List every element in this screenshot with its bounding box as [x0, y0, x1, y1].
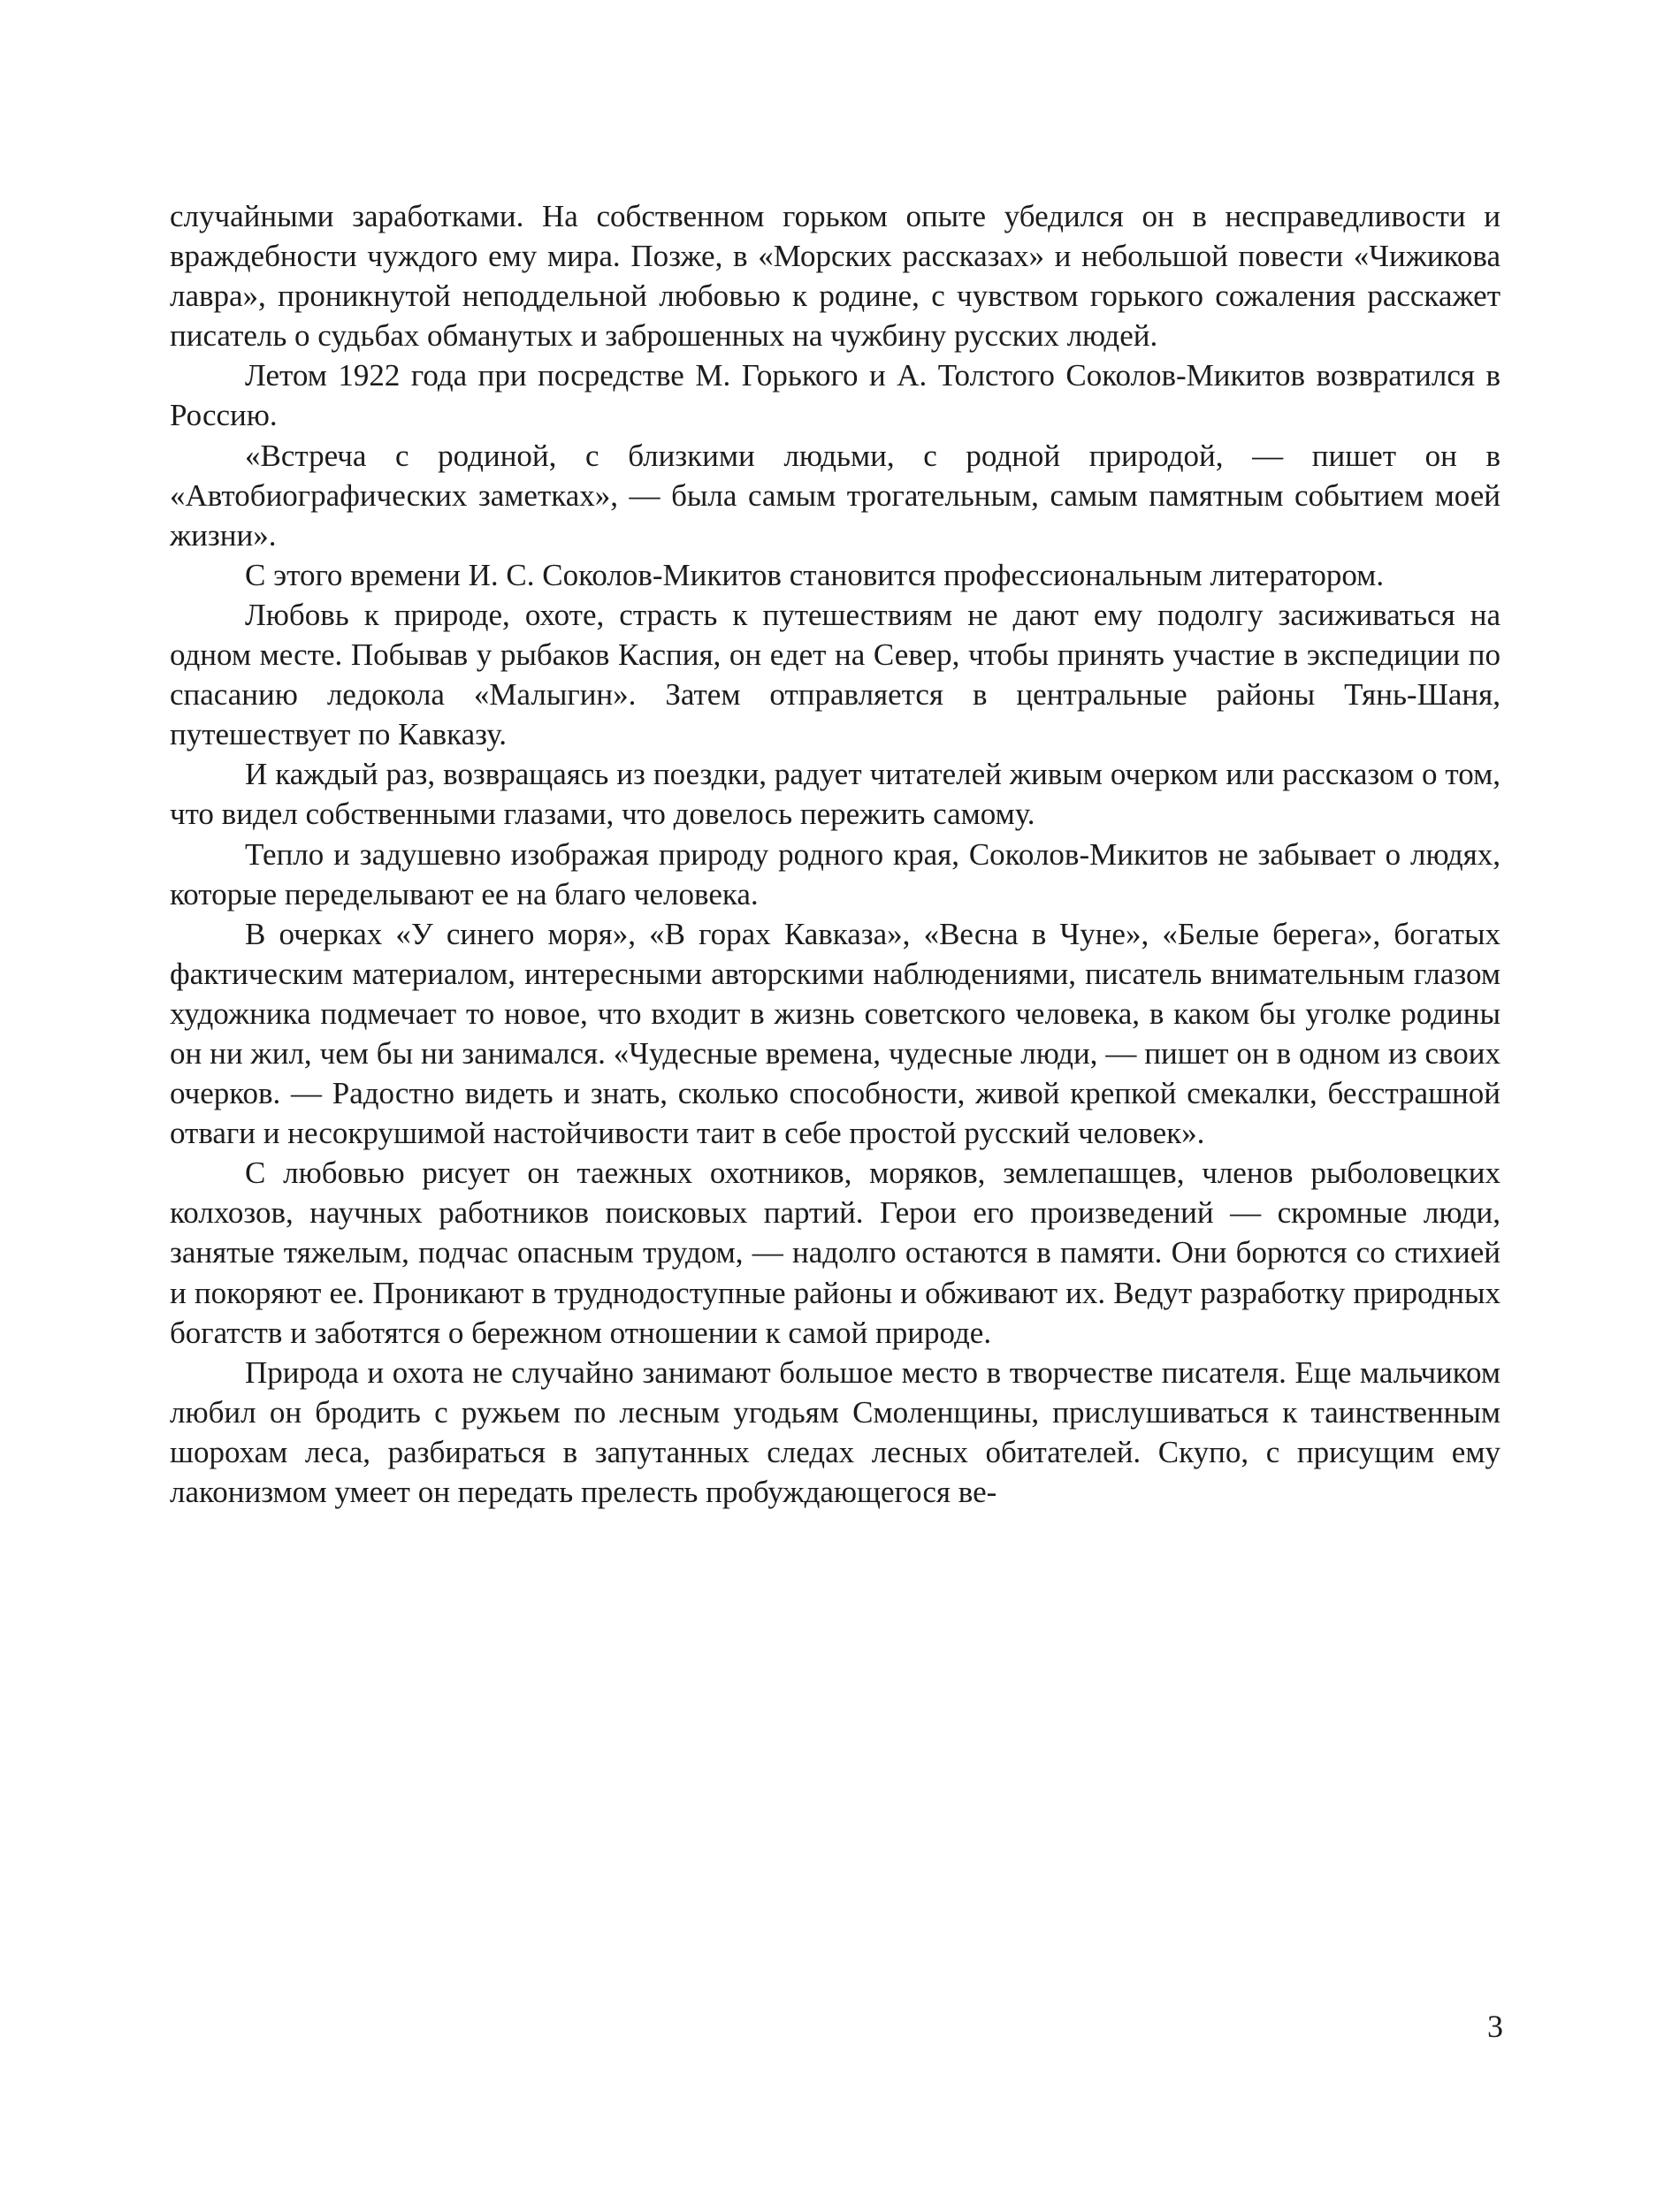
paragraph-continuation: случайными заработками. На собственном горьком опыте убедился он в несправедливости и враждебности чуждого ему мира. Позже, в «Морских рассказах» и небольшой повести «Чижикова лавра», проникнутой неподдельной любовью к родине, с чувством горького сожаления расскажет писатель о судьбах обманутых и заброшенных на чужбину русских людей. [170, 199, 1500, 354]
paragraph-professional-writer: С этого времени И. С. Соколов-Микитов становится профессиональным литератором. [245, 557, 1385, 592]
paragraph-return-to-russia: Летом 1922 года при посредстве М. Горького и А. Толстого Соколов-Микитов возвратился в Россию. [170, 358, 1500, 433]
paragraph-heroes: С любовью рисует он таежных охотников, моряков, землепашцев, членов рыболовецких колхозов, научных работников поисковых партий. Герои его произведений — скромные люди, занятые тяжелым, подчас опасным трудом, — надолго остаются в памяти. Они борются со стихией и покоряют ее. Проникают в труднодоступные районы и обживают их. Ведут разработку природных богатств и заботятся о бережном отношении к самой природе. [170, 1156, 1500, 1350]
paragraph-essay-titles: В очерках «У синего моря», «В горах Кавказа», «Весна в Чуне», «Белые берега», богатых фактическим материалом, интересными авторскими наблюдениями, писатель внимательным глазом художника подмечает то новое, что входит в жизнь советского человека, в каком бы уголке родины он ни жил, чем бы ни занимался. «Чудесные времена, чудесные люди, — пишет он в одном из своих очерков. — Радостно видеть и знать, сколько способности, живой крепкой смекалки, бесстрашной отваги и несокрушимой настойчивости таит в себе простой русский человек». [170, 916, 1500, 1151]
paragraph-quote-homeland: «Встреча с родиной, с близкими людьми, с родной природой, — пишет он в «Автобиографических заметках», — была самым трогательным, самым памятным событием моей жизни». [170, 438, 1500, 553]
page-number: 3 [1487, 2009, 1503, 2044]
body-text [170, 196, 1500, 1512]
paragraph-essays: И каждый раз, возвращаясь из поездки, радует читателей живым очерком или рассказом о том, что видел собственными глазами, что довелось пережить самому. [170, 757, 1500, 832]
paragraph-travels: Любовь к природе, охоте, страсть к путешествиям не дают ему подолгу засиживаться на одном месте. Побывав у рыбаков Каспия, он едет на Север, чтобы принять участие в экспедиции по спасанию ледокола «Малыгин». Затем отправляется в центральные районы Тянь-Шаня, путешествует по Кавказу. [170, 597, 1500, 752]
paragraph-nature-people: Тепло и задушевно изображая природу родного края, Соколов-Микитов не забывает о людях, которые переделывают ее на благо человека. [170, 836, 1500, 911]
paragraph-nature-hunting: Природа и охота не случайно занимают большое место в творчестве писателя. Еще мальчиком любил он бродить с ружьем по лесным угодьям Смоленщины, прислушиваться к таинственным шорохам леса, разбираться в запутанных следах лесных обитателей. Скупо, с присущим ему лаконизмом умеет он передать прелесть пробуждающегося ве- [170, 1354, 1500, 1509]
